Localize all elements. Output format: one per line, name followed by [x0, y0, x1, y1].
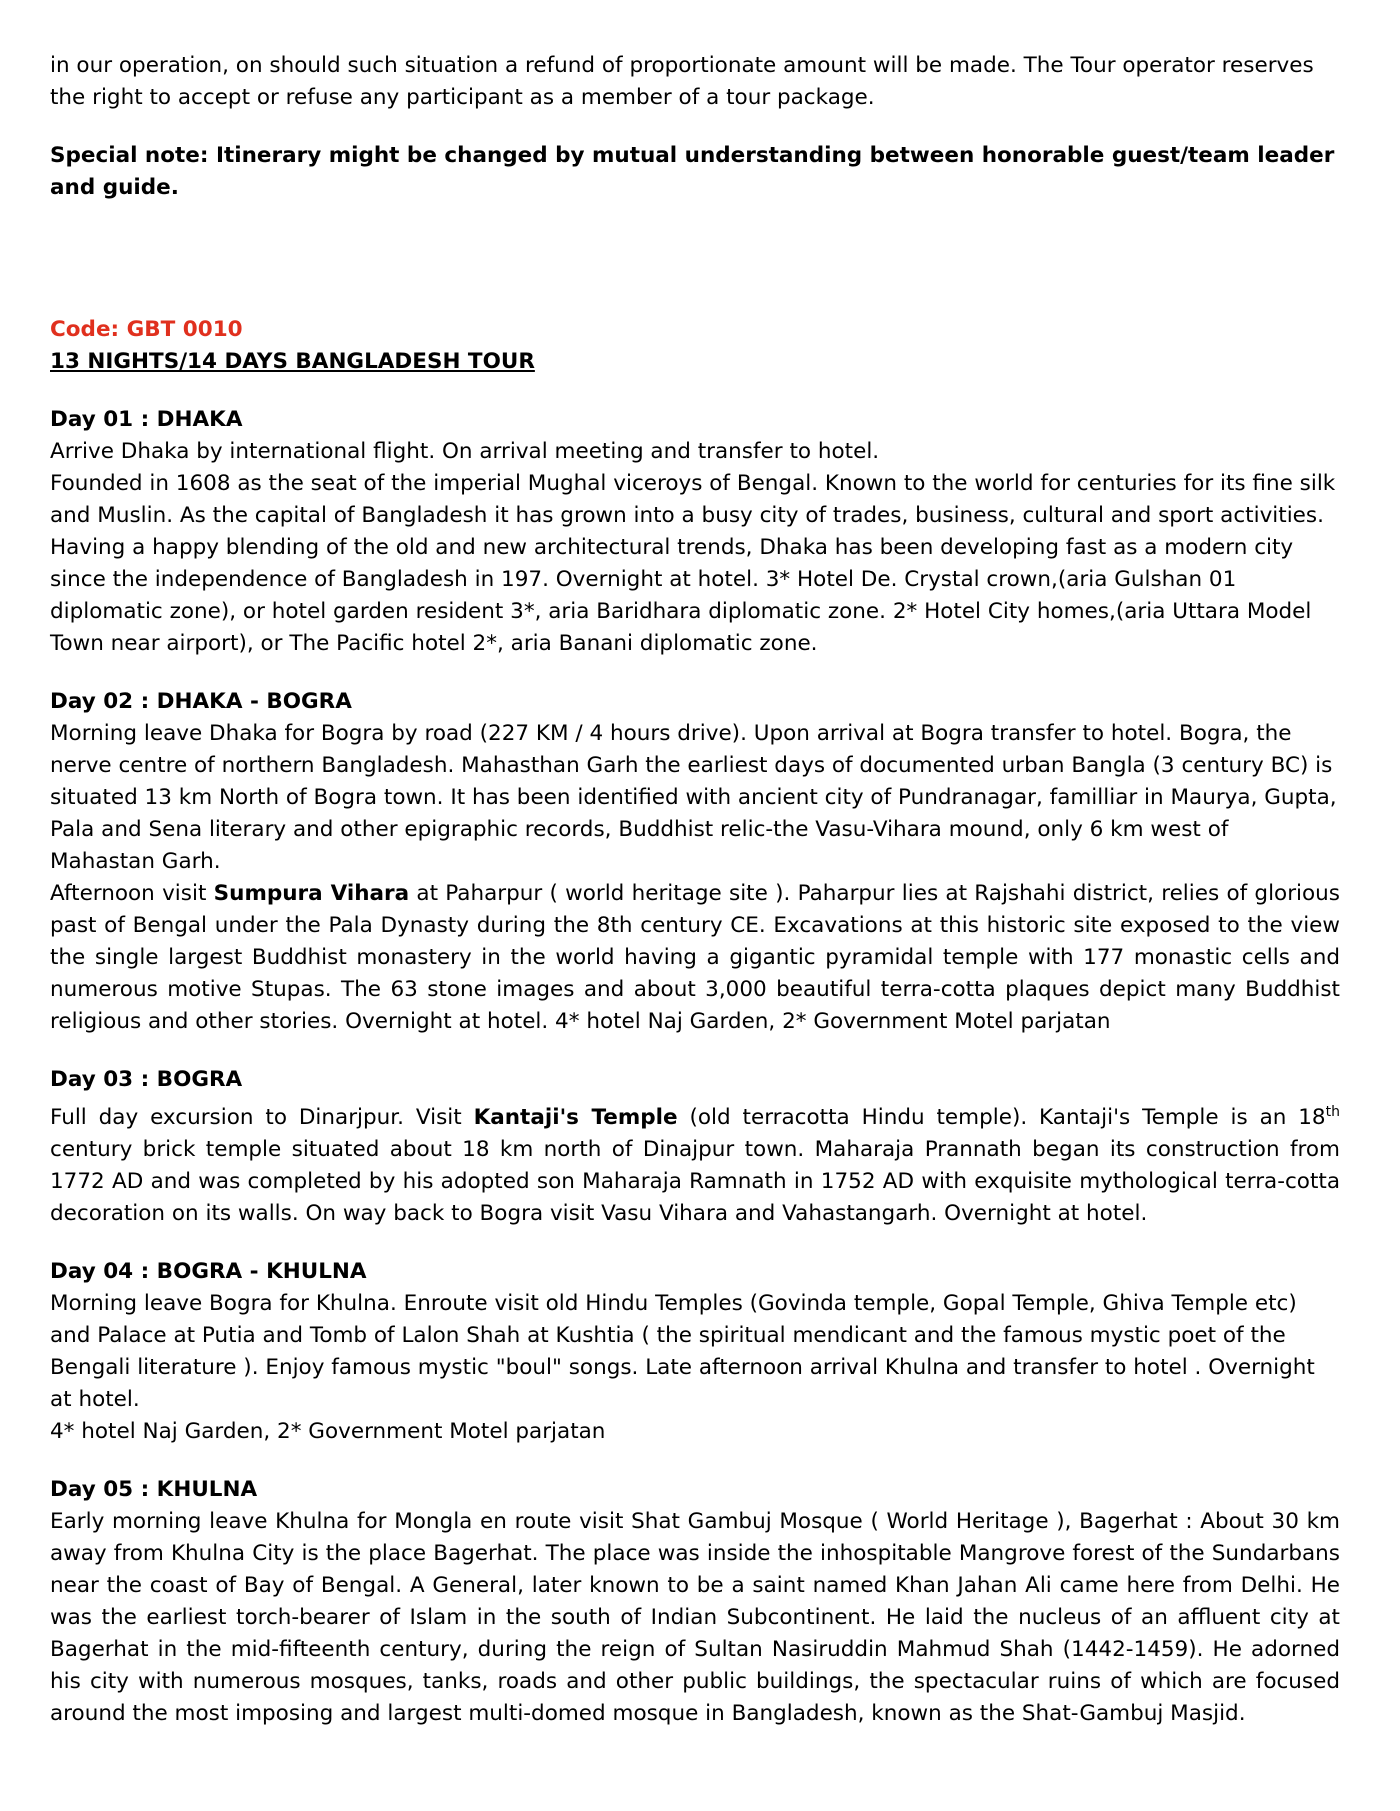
intro-section	[50, 50, 1340, 204]
tour-code: Code: GBT 0010	[50, 317, 243, 342]
day-heading: Day 05 : KHULNA	[50, 1477, 258, 1502]
day-heading: Day 02 : DHAKA - BOGRA	[50, 689, 352, 714]
site-name: Sumpura Vihara	[213, 881, 410, 906]
site-name: Kantaji's Temple	[473, 1105, 678, 1130]
special-note: Special note: Itinerary might be changed by mutual understanding between honorable guest/team leader and guide.	[50, 143, 1335, 200]
intro-paragraph: in our operation, on should such situation a refund of proportionate amount will be made. The Tour operator reserves the right to accept or refuse any participant as a member of a tour package.	[50, 53, 1314, 110]
day-paragraph: Arrive Dhaka by international flight. On arrival meeting and transfer to hotel.	[50, 439, 880, 464]
tour-section	[50, 314, 1340, 1730]
ordinal-suffix: th	[1325, 1103, 1340, 1120]
day-paragraph: Founded in 1608 as the seat of the imperial Mughal viceroys of Bengal. Known to the world for centuries for its fine silk and Muslin. As the capital of Bangladesh it has grown into a busy city of trades, business, cultural and sport activities. Having a happy blending of the old and new architectural trends, Dhaka has been developing fast as a modern city since the independence of Bangladesh in 197. Overnight at hotel. 3* Hotel De. Crystal crown,(aria Gulshan 01 diplomatic zone), or hotel garden resident 3*, aria Baridhara diplomatic zone. 2* Hotel City homes,(aria Uttara Model Town near airport), or The Pacific hotel 2*, aria Banani diplomatic zone.	[50, 471, 1336, 656]
day-heading: Day 01 : DHAKA	[50, 407, 243, 432]
day-paragraph: 4* hotel Naj Garden, 2* Government Motel parjatan	[50, 1419, 606, 1444]
tour-title: 13 NIGHTS/14 DAYS BANGLADESH TOUR	[50, 349, 535, 374]
day-paragraph	[50, 878, 1340, 1038]
text-run: (old terracotta Hindu temple). Kantaji's Temple is an 18	[677, 1105, 1326, 1130]
text-run: at Paharpur ( world heritage site ). Paharpur lies at Rajshahi district, relies of glorious past of Bengal under the Pala Dynasty during the 8th century CE. Excavations at this historic site exposed to the view the single largest Buddhist monastery in the world having a gigantic pyramidal temple with 177 monastic cells and numerous motive Stupas. The 63 stone images and about 3,000 beautiful terra-cotta plaques depict many Buddhist religious and other stories. Overnight at hotel. 4* hotel Naj Garden, 2* Government Motel parjatan	[50, 881, 1340, 1034]
text-run: century brick temple situated about 18 km north of Dinajpur town. Maharaja Prannath began its construction from 1772 AD and was completed by his adopted son Maharaja Ramnath in 1752 AD with exquisite mythological terra-cotta decoration on its walls. On way back to Bogra visit Vasu Vihara and Vahastangarh. Overnight at hotel.	[50, 1137, 1340, 1226]
text-run: Afternoon visit	[50, 881, 214, 906]
day-paragraph	[50, 1102, 1340, 1230]
day-paragraph: Morning leave Bogra for Khulna. Enroute visit old Hindu Temples (Govinda temple, Gopal Temple, Ghiva Temple etc) and Palace at Putia and Tomb of Lalon Shah at Kushtia ( the spiritual mendicant and the famous mystic poet of the Bengali literature ). Enjoy famous mystic "boul" songs. Late afternoon arrival Khulna and transfer to hotel . Overnight at hotel.	[50, 1291, 1315, 1412]
text-run: Full day excursion to Dinarjpur. Visit	[50, 1105, 474, 1130]
day-paragraph: Early morning leave Khulna for Mongla en route visit Shat Gambuj Mosque ( World Heritage ), Bagerhat : About 30 km away from Khulna City is the place Bagerhat. The place was inside the inhospitable Mangrove forest of the Sundarbans near the coast of Bay of Bengal. A General, later known to be a saint named Khan Jahan Ali came here from Delhi. He was the earliest torch-bearer of Islam in the south of Indian Subcontinent. He laid the nucleus of an affluent city at Bagerhat in the mid-fifteenth century, during the reign of Sultan Nasiruddin Mahmud Shah (1442-1459). He adorned his city with numerous mosques, tanks, roads and other public buildings, the spectacular ruins of which are focused around the most imposing and largest multi-domed mosque in Bangladesh, known as the Shat-Gambuj Masjid.	[50, 1509, 1340, 1726]
day-paragraph: Morning leave Dhaka for Bogra by road (227 KM / 4 hours drive). Upon arrival at Bogra transfer to hotel. Bogra, the nerve centre of northern Bangladesh. Mahasthan Garh the earliest days of documented urban Bangla (3 century BC) is situated 13 km North of Bogra town. It has been identified with ancient city of Pundranagar, familliar in Maurya, Gupta, Pala and Sena literary and other epigraphic records, Buddhist relic-the Vasu-Vihara mound, only 6 km west of Mahastan Garh.	[50, 721, 1337, 874]
day-heading: Day 04 : BOGRA - KHULNA	[50, 1259, 367, 1284]
day-heading: Day 03 : BOGRA	[50, 1067, 243, 1092]
